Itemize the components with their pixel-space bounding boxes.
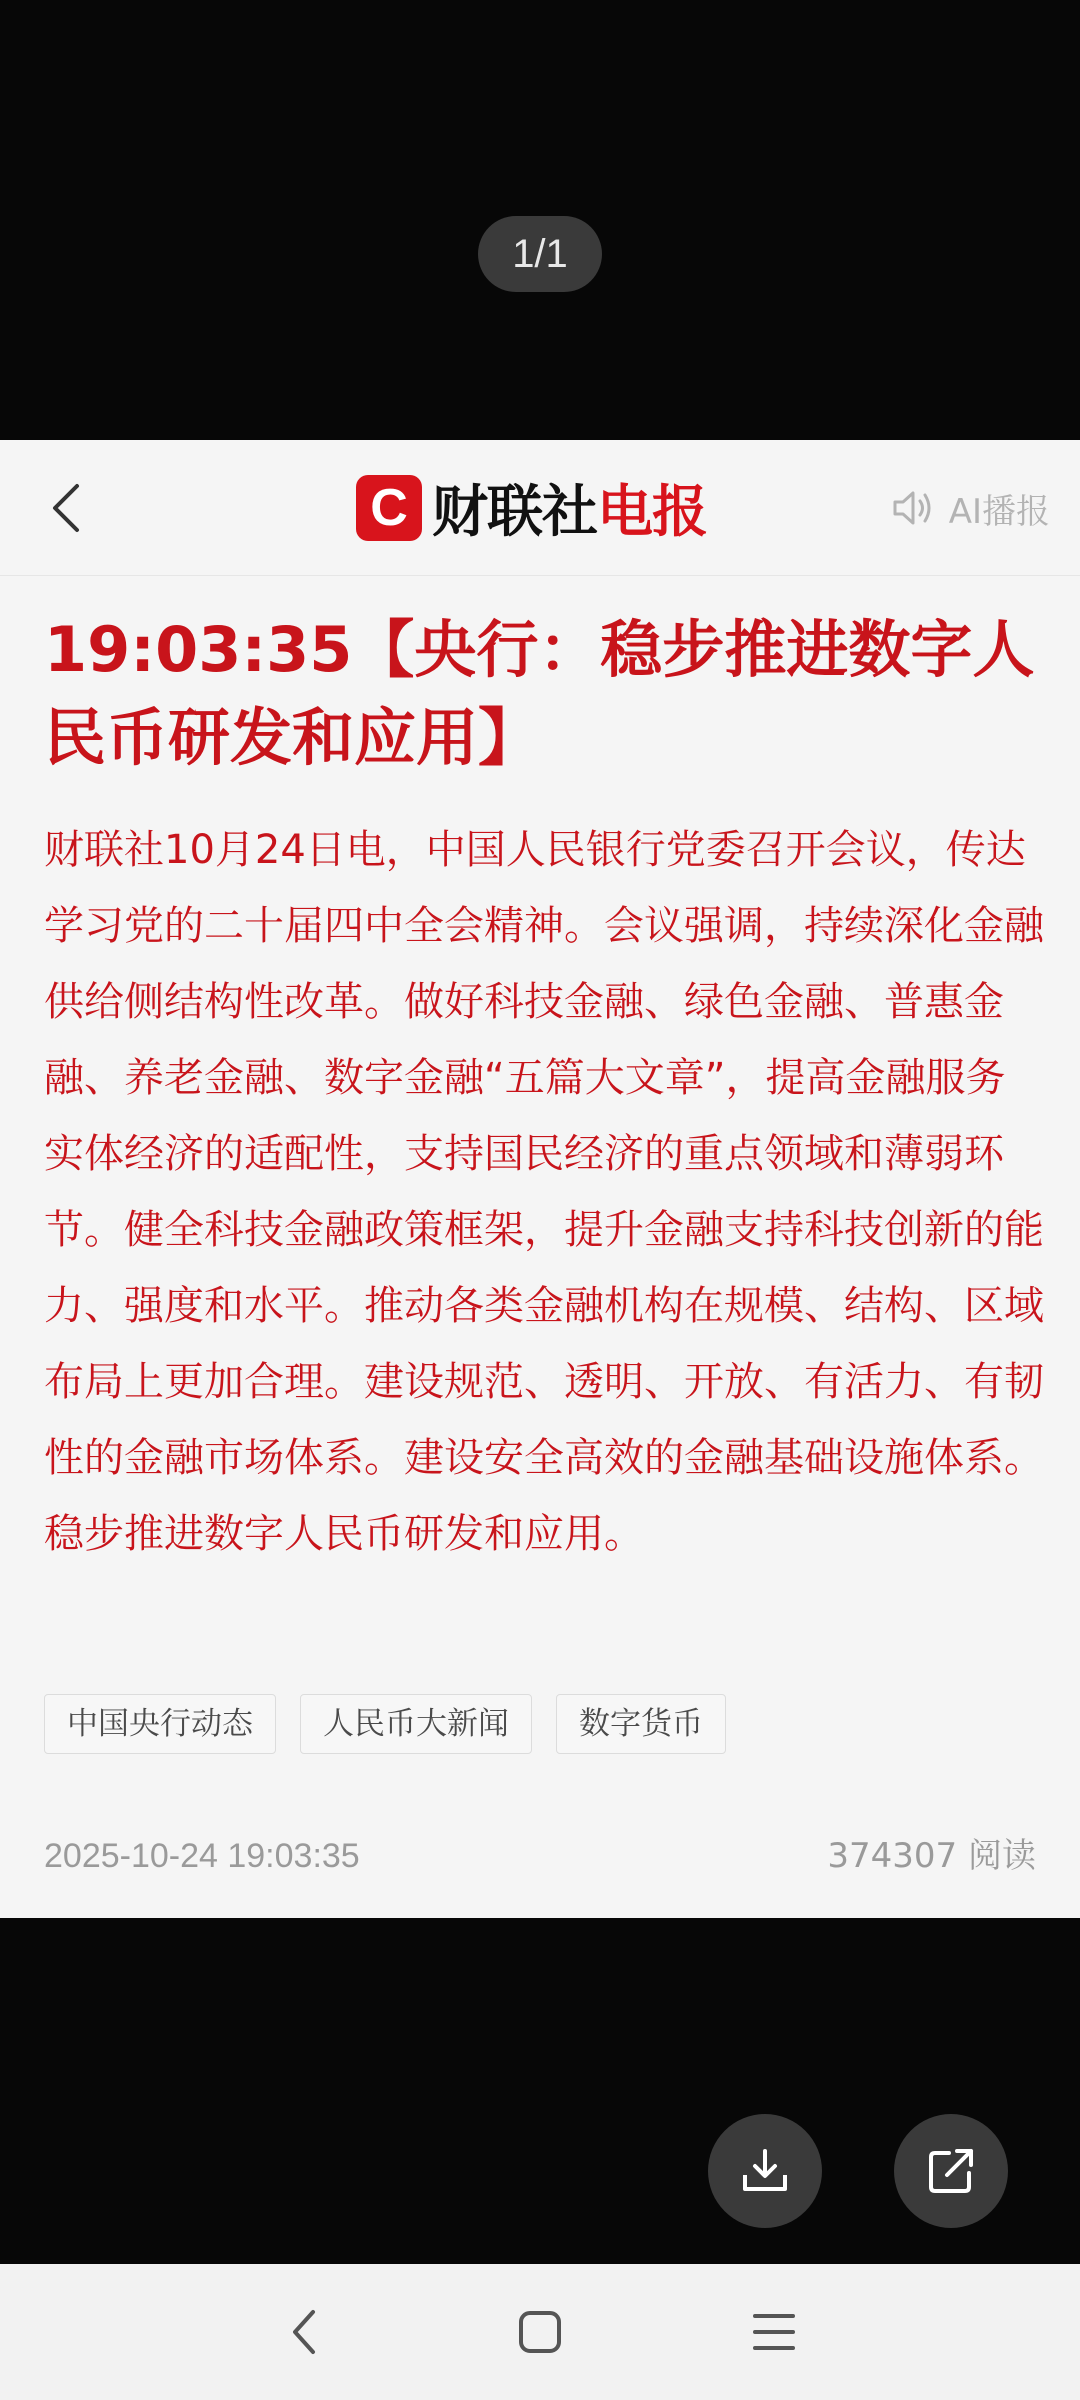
share-icon [925,2145,977,2197]
logo-suffix: 电报 [597,480,707,545]
page-counter: 1/1 [478,216,602,292]
ai-broadcast-label: AI播报 [948,491,1050,532]
nav-home-button[interactable] [508,2300,572,2364]
app-logo [356,470,707,546]
read-count: 374307 阅读 [827,1836,1036,1876]
news-card [0,440,1080,1918]
card-header [0,440,1080,576]
logo-name: 财联社 [432,480,597,545]
publish-datetime: 2025-10-24 19:03:35 [44,1837,360,1875]
nav-recents-button[interactable] [742,2300,806,2364]
ai-broadcast-button[interactable] [891,482,1050,534]
download-icon [739,2145,791,2197]
tag-rmb-news[interactable]: 人民币大新闻 [300,1694,532,1754]
tag-list [44,1694,750,1754]
logo-mark: C [356,475,422,541]
share-button[interactable] [894,2114,1008,2228]
nav-menu-icon [751,2312,797,2352]
system-navigation-bar [0,2264,1080,2400]
nav-back-icon [289,2308,319,2356]
back-button[interactable] [36,478,96,538]
tag-central-bank-news[interactable]: 中国央行动态 [44,1694,276,1754]
nav-home-icon [517,2309,563,2355]
image-viewer-top [0,0,1080,440]
download-button[interactable] [708,2114,822,2228]
image-viewer-bottom [0,1918,1080,2264]
tag-digital-currency[interactable]: 数字货币 [556,1694,726,1754]
nav-back-button[interactable] [272,2300,336,2364]
chevron-left-icon [51,482,81,534]
article-headline: 19:03:35【央行：稳步推进数字人民币研发和应用】 [44,613,1035,774]
article-body: 财联社10月24日电，中国人民银行党委召开会议，传达学习党的二十届四中全会精神。会议强调，持续深化金融供给侧结构性改革。做好科技金融、绿色金融、普惠金融、养老金融、数字金融“五篇大文章”，提高金融服务实体经济的适配性，支持国民经济的重点领域和薄弱环节。健全科技金融政策框架，提升金融支持科技创新的能力、强度和水平。推动各类金融机构在规模、结构、区域布局上更加合理。建设规范、透明、开放、有活力、有韧性的金融市场体系。建设安全高效的金融基础设施体系。稳步推进数字人民币研发和应用。 [44,827,1044,1557]
logo-text [432,468,707,548]
speaker-icon [891,488,935,528]
